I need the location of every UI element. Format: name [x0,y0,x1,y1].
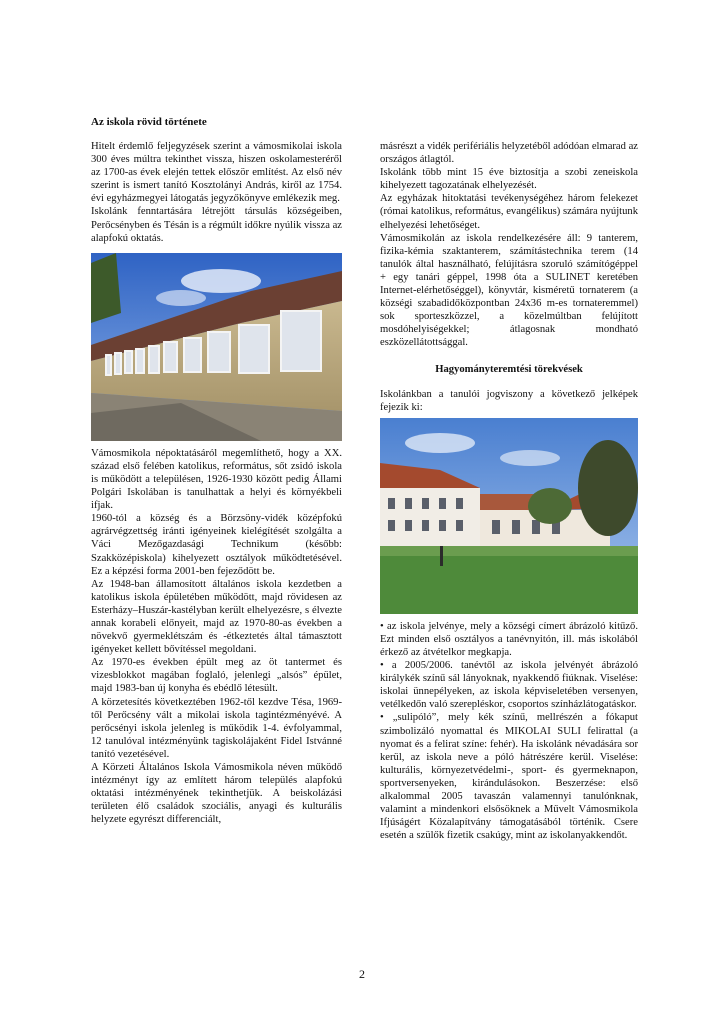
paragraph: Iskolánk fenntartására létrejött társulás községeiben, Perőcsényben és Tésán is a régmúlt időkre nyúlik vissza az alapfokú oktatás. [91,206,342,244]
school-building-photo [91,253,342,441]
section-title: Az iskola rövid története [91,116,207,128]
paragraph: Iskolánk több mint 15 éve biztosítja a szobi zeneiskola kihelyezett tagozatának elhelyezését. [380,167,638,192]
right-column [380,140,638,842]
paragraph: A Körzeti Általános Iskola Vámosmikola néven működő intézményt így az említett három település alapfokú oktatási intézményének tekinthetjük. A beiskolázási területen élő családok szociális, anyagi és kulturális helyzete egyrészt differenciált, [91,762,342,826]
paragraph: másrészt a vidék perifériális helyzetéből adódóan elmarad az országos átlagtól. [380,141,638,166]
paragraph: A körzetesítés következtében 1962-től kezdve Tésa, 1969-től Perőcsény vált a mikolai iskola tagintézményévé. A perőcsényi iskola jelenleg is működik 1-4. évfolyammal, 12 tanulóval intézményünk tagiskolájaként Fidel Istvánné tanító vezetésével. [91,696,342,760]
page-number: 2 [359,967,365,981]
bullet-item: • a 2005/2006. tanévtől az iskola jelvényét ábrázoló királykék színű sál lányoknak, nyakkendő fiúknak. Viselése: iskolai ünnepélyeken, az iskola képviseletében versenyen, vetélkedőn való szerepléskor, csoportos színházlátogatáskor. [380,660,638,711]
left-column [91,140,342,826]
bullet-item: • „sulipóló”, mely kék színű, mellrészén a fókaput szimbolizáló nyomattal és MIKOLAI SULI felirattal (a nyomat és a felirat színe: fehér). Ha iskolánk névadására sor kerül, az iskola neve a póló hátrészére kerül. Viselése: kulturális, környezetvédelmi-, sport- és gyermeknapon, sportversenyeken, kirándulásokon. Beszerzése: első alkalommal 2005 tavaszán valamennyi tanulónknak, valamint a mindenkori elsősöknek a Művelt Vámosmikola Ifjúságért Közalapítvány támogatásából történik. Csere esetén a szülők fizetik csakúgy, mint az iskolanyakkendőt. [380,712,638,842]
paragraph: Az 1970-es években épült meg az öt tantermet és vizesblokkot magában foglaló, jelenlegi „alsós” épület, majd 1983-ban új konyha és ebédlő létesült. [91,657,342,695]
castle-schoolyard-photo [380,418,638,614]
paragraph: Vámosmikola népoktatásáról megemlíthető, hogy a XX. század első felében katolikus, református, sőt zsidó iskola is működött a településen, 1926-1930 között pedig Állami Polgári Iskolában is tanulhattak a helyi és környékbeli ifjak. [91,447,342,512]
subsection-title: Hagyományteremtési törekvések [435,363,583,375]
paragraph: 1960-tól a község és a Börzsöny-vidék középfokú agrárvégzettség iránti igényeinek kielégítését szolgálta a Váci Mezőgazdasági Technikum (később: Szakközépiskola) kihelyezett osztályok működtetésével. Ez a képzési forma 2001-ben fejeződött be. [91,513,342,577]
paragraph: Vámosmikolán az iskola rendelkezésére áll: 9 tanterem, fizika-kémia szaktanterem, számítástechnika terem (14 tanulók által használható, felújításra szoruló számítógéppel + egy tanári géppel, 1998 óta a SULINET keretében Internet-elérhetőséggel), könyvtár, kisméretű tornaterem (a községi szabadidőközpontban 24x36 m-es tornateremmel) sok sporteszközzel, a közelmúltban felújított mosdóhelyiségekkel; átlagosnak mondható eszközellátottsággal. [380,232,638,349]
paragraph: Az egyházak hitoktatási tevékenységéhez három felekezet (római katolikus, református, evangélikus) számára nyújtunk elhelyezési lehetőséget. [380,193,639,231]
paragraph: Hitelt érdemlő feljegyzések szerint a vámosmikolai iskola 300 éves múltra tekinthet vissza, hiszen oskolamesteréről az 1700-as évek elején tettek először említést. Az első név szerint is ismert tanító Kosztolányi András, kiről az 1754. évi egyházmegyei látogatás jegyzőkönyve emlékezik meg. [91,141,342,205]
bullet-item: • az iskola jelvénye, mely a községi címert ábrázoló kitűző. Ezt minden első osztályos a tanévnyitón, ill. más iskolából érkező az átvételkor megkapja. [380,620,638,658]
paragraph: Az 1948-ban államosított általános iskola kezdetben a katolikus iskola épületében működött, majd rövidesen az Esterházy–Huszár-kastélyban került elhelyezésre, s élvezte annak korabeli előnyeit, majd az 1970-80-as években a növekvő gyermeklétszám és -étkeztetés által támasztott igényeket kellett bővítéssel megoldani. [91,578,342,656]
paragraph: Iskolánkban a tanulói jogviszony a következő jelképek fejezik ki: [380,388,638,413]
